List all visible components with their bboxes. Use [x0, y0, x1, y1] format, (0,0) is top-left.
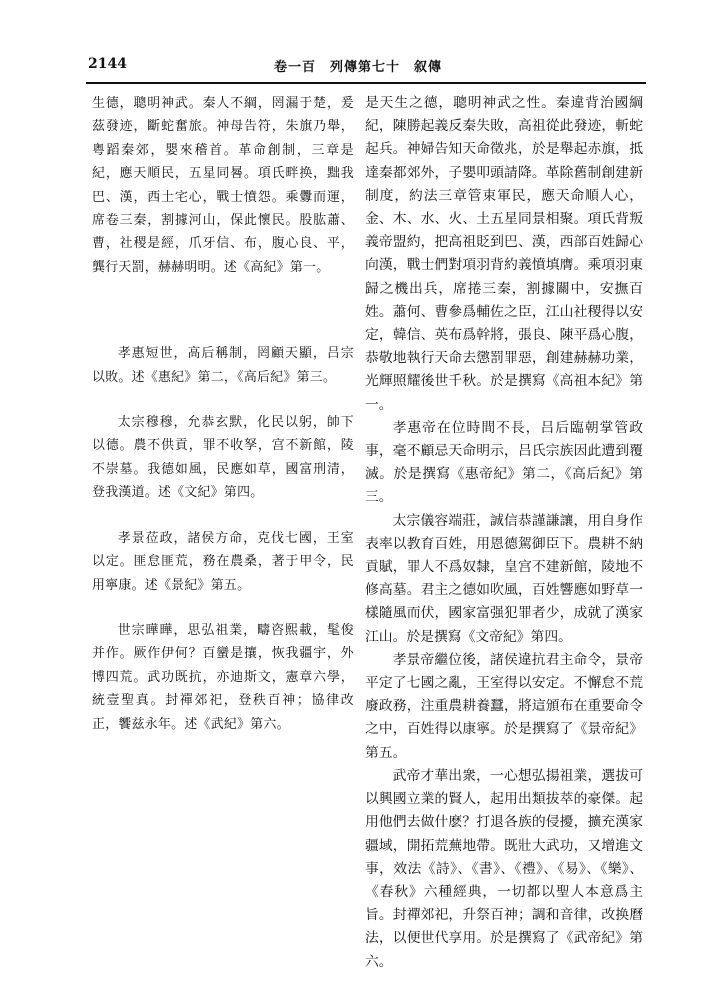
left-paragraph-wendi: 太宗穆穆，允恭玄默，化民以躬，帥下以德。農不供貢，罪不收孥，宫不新館，陵不崇墓。我德如風，民應如草，國富刑清，登我漢道。述《文紀》第四。: [92, 415, 354, 501]
left-paragraph-wudi: 世宗曄曄，思弘祖業，疇咨熙載，髦俊并作。厥作伊何？百蠻是攘，恢我疆宇，外博四荒。武功既抗，亦迪斯文，憲章六學，統壹聖真。封禪郊祀，登秩百神；協律改正，饗兹永年。述《武紀》第六。: [92, 622, 354, 732]
left-paragraph-gaozu: 生德，聰明神武。秦人不綱，罔漏于楚，爰茲發迹，斷蛇奮旅。神母告符，朱旗乃舉，粤蹈秦郊，嬰來稽首。革命創制，三章是紀，應天順民，五星同晷。項氏畔换，黜我巴、漢，西土宅心，戰士憤怨。乘釁而運，席卷三秦，割據河山，保此懷民。股肱蕭、曹，社稷是經，爪牙信、布，腹心良、平，龔行天罰，赫赫明明。述《高紀》第一。: [92, 96, 354, 275]
left-column-original-text: [92, 88, 354, 736]
right-paragraph-jingdi: 孝景帝繼位後，諸侯違抗君主命令，景帝平定了七國之亂，王室得以安定。不懈怠不荒廢政務，注重農耕養蠶，將這頒布在重要命令之中，百姓得以康寧。於是撰寫了《景帝紀》第五。: [365, 651, 643, 761]
page-header: [0, 52, 716, 78]
right-column-translation: [365, 88, 643, 974]
left-paragraph-huidi: 孝惠短世，高后稱制，罔顧天顯，吕宗以敗。述《惠紀》第二，《高后紀》第三。: [92, 346, 354, 385]
right-paragraph-wudi: 武帝才華出衆，一心想弘揚祖業，選拔可以興國立業的賢人，起用出類拔萃的豪傑。起用他們去做什麽？打退各族的侵擾，擴充漢家疆域，開拓荒蕪地帶。既壯大武功，又增進文事，效法《詩》、《書》、《禮》、《易》、《樂》、《春秋》六種經典，一切都以聖人本意爲主旨。封禪郊祀，升祭百神；調和音律，改换曆法，以便世代享用。於是撰寫了《武帝紀》第六。: [365, 767, 643, 970]
right-paragraph-wendi: 太宗儀容端莊，誠信恭謹謙讓，用自身作表率以教育百姓，用恩德駕御臣下。農耕不納貢賦，罪人不爲奴隸，皇宫不建新館，陵地不修高墓。君主之德如吹風，百姓響應如野草一樣隨風而伏，國家富强犯罪者少，成就了漢家江山。於是撰寫《文帝紀》第四。: [365, 512, 643, 645]
left-paragraph-jingdi: 孝景莅政，諸侯方命，克伐七國，王室以定。匪怠匪荒，務在農桑，著于甲令，民用寧康。述《景紀》第五。: [92, 530, 354, 593]
right-paragraph-huidi: 孝惠帝在位時間不長，吕后臨朝掌管政事，毫不顧忌天命明示，吕氏宗族因此遭到覆滅。於是撰寫《惠帝紀》第二，《高后紀》第三。: [365, 419, 643, 506]
running-title: 卷一百 列傳第七十 叙傳: [273, 60, 442, 75]
page-number: 2144: [88, 56, 127, 72]
header-rule: [86, 82, 646, 84]
right-paragraph-gaozu: 是天生之德，聰明神武之性。秦違背治國綱紀，陳勝起義反秦失敗，高祖從此發迹，斬蛇起兵。神婦告知天命徵兆，於是舉起赤旗，抵達秦都郊外，子嬰叩頭請降。革除舊制創建新制度，約法三章管束軍民，應天命順人心，金、木、水、火、土五星同景相聚。項氏背叛義帝盟約，把高祖貶到巴、漢，西部百姓歸心向漢，戰士們對項羽背約義憤填膺。乘項羽東歸之機出兵，席捲三秦，割據關中，安撫百姓。蕭何、曹參爲輔佐之臣，江山社稷得以安定，韓信、英布爲幹將，張良、陳平爲心腹，恭敬地執行天命去懲罰罪惡，創建赫赫功業，光輝照耀後世千秋。於是撰寫《高祖本紀》第一。: [365, 95, 643, 413]
